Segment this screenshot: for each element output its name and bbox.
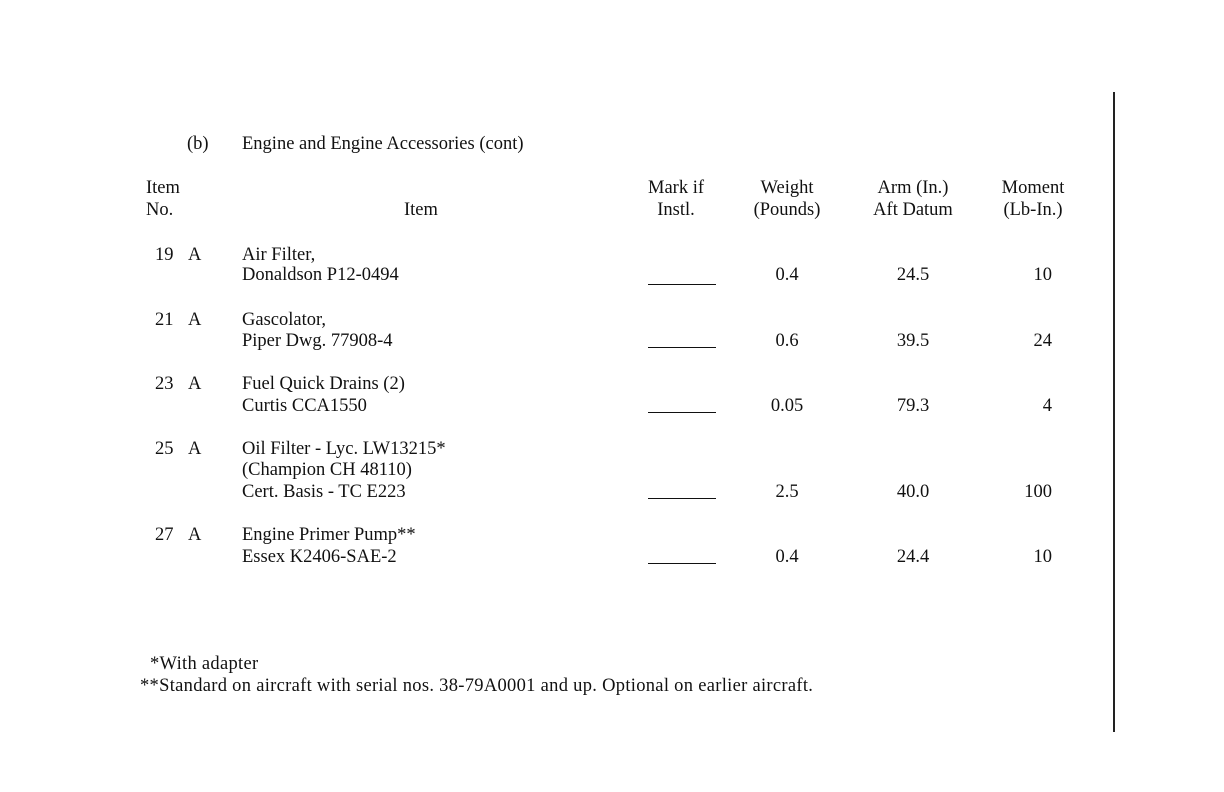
header-mark-line1: Mark if	[648, 178, 704, 198]
item-description-line: Curtis CCA1550	[242, 396, 367, 416]
item-code: A	[188, 245, 202, 265]
header-moment-line1: Moment	[1001, 178, 1065, 198]
item-arm: 24.4	[896, 547, 930, 567]
mark-if-installed-blank[interactable]	[648, 347, 716, 348]
section-label: (b)	[187, 134, 209, 154]
header-weight-line2: (Pounds)	[753, 200, 821, 220]
item-number: 23	[155, 374, 174, 394]
header-weight-line1: Weight	[760, 178, 814, 198]
footnote-standard-serial: **Standard on aircraft with serial nos. 38-79A0001 and up. Optional on earlier aircraft.	[140, 676, 814, 696]
header-arm-line2: Aft Datum	[873, 200, 953, 220]
item-description-line: Gascolator,	[242, 310, 327, 330]
section-title: Engine and Engine Accessories (cont)	[242, 134, 524, 154]
item-description-line: Engine Primer Pump**	[242, 525, 416, 545]
item-code: A	[188, 439, 202, 459]
header-arm-line1: Arm (In.)	[877, 178, 949, 198]
item-arm: 40.0	[896, 482, 930, 502]
item-moment: 24	[1033, 331, 1052, 351]
header-item-no-line1: Item	[146, 178, 180, 198]
item-moment: 100	[1024, 482, 1052, 502]
item-moment: 4	[1042, 396, 1052, 416]
item-description-line: Donaldson P12-0494	[242, 265, 399, 285]
header-item: Item	[404, 200, 438, 220]
mark-if-installed-blank[interactable]	[648, 284, 716, 285]
item-weight: 2.5	[775, 482, 799, 502]
item-description-line: Oil Filter - Lyc. LW13215*	[242, 439, 446, 459]
item-arm: 79.3	[896, 396, 930, 416]
header-item-no-line2: No.	[146, 200, 174, 220]
item-number: 27	[155, 525, 174, 545]
item-description-line: Air Filter,	[242, 245, 316, 265]
header-mark-line2: Instl.	[657, 200, 695, 220]
item-number: 21	[155, 310, 174, 330]
item-number: 19	[155, 245, 174, 265]
item-moment: 10	[1033, 265, 1052, 285]
item-weight: 0.4	[775, 265, 799, 285]
mark-if-installed-blank[interactable]	[648, 498, 716, 499]
mark-if-installed-blank[interactable]	[648, 563, 716, 564]
item-description-line: (Champion CH 48110)	[242, 460, 412, 480]
item-arm: 39.5	[896, 331, 930, 351]
item-description-line: Essex K2406-SAE-2	[242, 547, 397, 567]
item-description-line: Fuel Quick Drains (2)	[242, 374, 405, 394]
item-code: A	[188, 374, 202, 394]
header-moment-line2: (Lb-In.)	[1003, 200, 1063, 220]
item-moment: 10	[1033, 547, 1052, 567]
mark-if-installed-blank[interactable]	[648, 412, 716, 413]
item-arm: 24.5	[896, 265, 930, 285]
item-weight: 0.6	[775, 331, 799, 351]
item-description-line: Piper Dwg. 77908-4	[242, 331, 393, 351]
footnote-with-adapter: *With adapter	[150, 654, 259, 674]
item-number: 25	[155, 439, 174, 459]
item-code: A	[188, 525, 202, 545]
item-weight: 0.4	[775, 547, 799, 567]
page-margin-rule	[1113, 92, 1115, 732]
item-weight: 0.05	[770, 396, 804, 416]
item-description-line: Cert. Basis - TC E223	[242, 482, 406, 502]
item-code: A	[188, 310, 202, 330]
